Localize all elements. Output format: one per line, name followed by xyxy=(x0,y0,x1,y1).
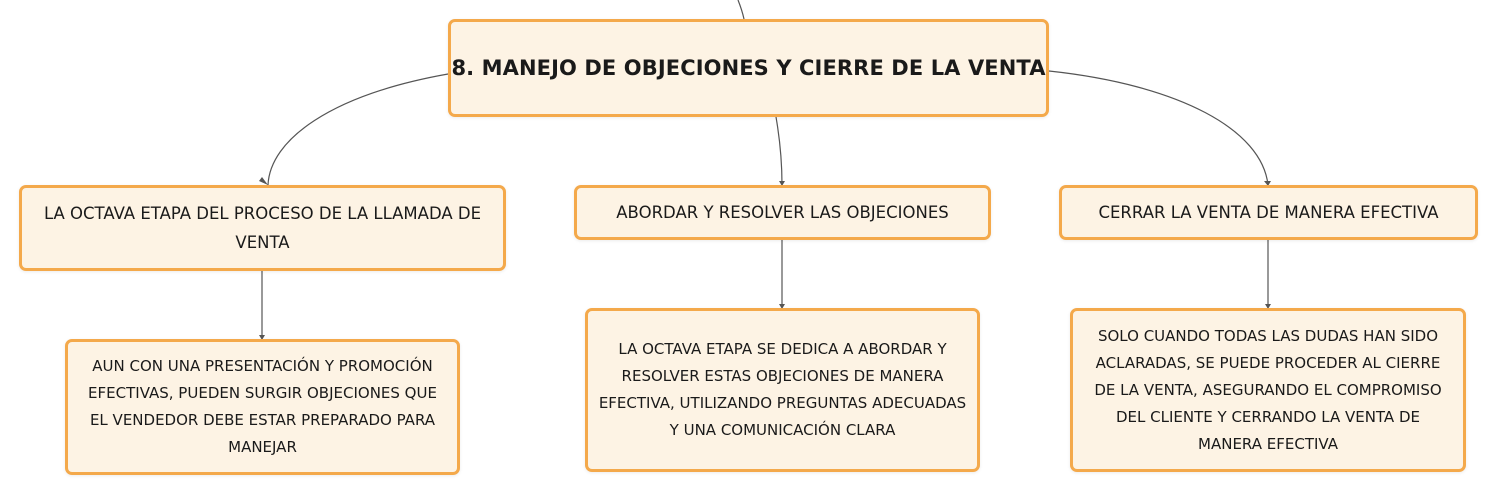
arrowhead-branch-1 xyxy=(259,177,268,185)
branch-topic-1-label: LA OCTAVA ETAPA DEL PROCESO DE LA LLAMADA DE VENTA xyxy=(43,204,482,252)
branch-topic-2[interactable] xyxy=(574,185,991,240)
root-topic[interactable] xyxy=(448,19,1049,117)
connector-root-to-branch-2 xyxy=(776,117,782,185)
branch-topic-1[interactable] xyxy=(19,185,506,271)
detail-topic-3[interactable] xyxy=(1070,308,1466,472)
connector-root-to-branch-1 xyxy=(268,74,448,185)
branch-topic-3-label: CERRAR LA VENTA DE MANERA EFECTIVA xyxy=(1098,203,1439,222)
detail-topic-3-label: SOLO CUANDO TODAS LAS DUDAS HAN SIDO ACLARADAS, SE PUEDE PROCEDER AL CIERRE DE LA VENTA, ASEGURANDO EL COMPROMISO DEL CLIENTE Y CERRANDO LA VENTA DE MANERA EFECTIVA xyxy=(1094,326,1442,453)
detail-topic-2[interactable] xyxy=(585,308,980,472)
branch-topic-3[interactable] xyxy=(1059,185,1478,240)
connector-parent-to-root xyxy=(738,0,744,19)
detail-topic-2-label: LA OCTAVA ETAPA SE DEDICA A ABORDAR Y RESOLVER ESTAS OBJECIONES DE MANERA EFECTIVA, UTILIZANDO PREGUNTAS ADECUADAS Y UNA COMUNICACIÓN CLARA xyxy=(598,340,967,439)
branch-topic-2-label: ABORDAR Y RESOLVER LAS OBJECIONES xyxy=(616,203,949,222)
connector-root-to-branch-3 xyxy=(1049,71,1268,185)
root-topic-label: 8. MANEJO DE OBJECIONES Y CIERRE DE LA VENTA xyxy=(451,56,1046,80)
detail-topic-1[interactable] xyxy=(65,339,460,475)
detail-topic-1-label: AUN CON UNA PRESENTACIÓN Y PROMOCIÓN EFECTIVAS, PUEDEN SURGIR OBJECIONES QUE EL VENDEDOR DEBE ESTAR PREPARADO PARA MANEJAR xyxy=(88,357,437,456)
